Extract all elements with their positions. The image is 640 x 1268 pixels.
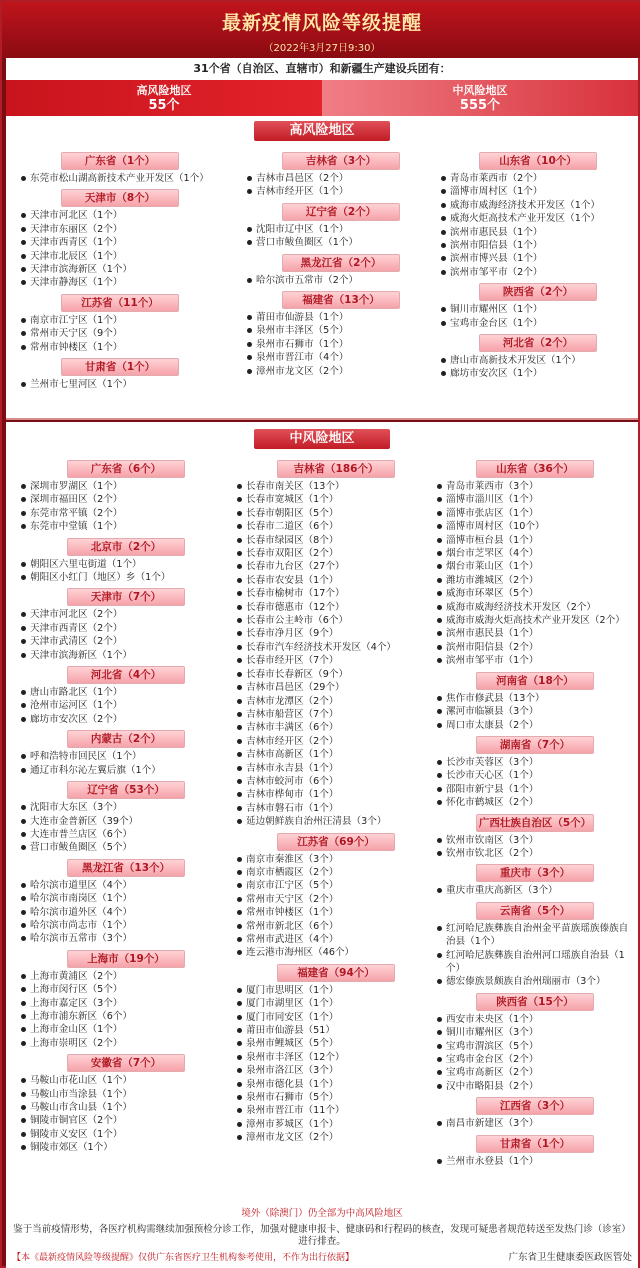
district-list [20, 686, 232, 726]
district-item: 沈阳市大东区（3个） [20, 801, 232, 814]
district-item: 沧州市运河区（1个） [20, 699, 232, 712]
district-item: 长春市双阳区（2个） [236, 547, 436, 560]
district-list [236, 480, 436, 829]
district-list [436, 884, 634, 897]
district-item: 哈尔滨市五常市（3个） [20, 932, 232, 945]
district-item: 铜陵市义安区（1个） [20, 1128, 232, 1141]
province-header: 江西省（3个） [476, 1097, 594, 1115]
intro-line: 31个省（自治区、直辖市）和新疆生产建设兵团有： [6, 58, 638, 80]
district-item: 大连市金普新区（39个） [20, 815, 232, 828]
district-item: 长春市南关区（13个） [236, 480, 436, 493]
district-item: 漳州市芗城区（1个） [236, 1118, 436, 1131]
district-item: 呼和浩特市回民区（1个） [20, 750, 232, 763]
province-header: 吉林省（186个） [277, 460, 395, 478]
district-list [246, 223, 436, 250]
district-item: 长春市朝阳区（5个） [236, 507, 436, 520]
district-list [20, 558, 232, 585]
district-item: 哈尔滨市五常市（2个） [246, 274, 436, 287]
district-item: 周口市太康县（2个） [436, 719, 634, 732]
district-item: 长春市德惠市（12个） [236, 601, 436, 614]
district-list [436, 480, 634, 668]
district-item: 汉中市略阳县（2个） [436, 1080, 634, 1093]
district-item: 潍坊市潍城区（2个） [436, 574, 634, 587]
district-item: 长春市经开区（7个） [236, 654, 436, 667]
high-risk-label: 高风险地区 [136, 84, 192, 97]
district-item: 吉林市丰满区（6个） [236, 721, 436, 734]
district-item: 长春市长春新区（9个） [236, 668, 436, 681]
district-list [246, 274, 436, 287]
district-item: 长春市二道区（6个） [236, 520, 436, 533]
district-item: 威海市环翠区（5个） [436, 587, 634, 600]
province-header: 河北省（4个） [67, 666, 185, 684]
district-item: 吉林市昌邑区（2个） [246, 172, 436, 185]
province-header: 福建省（94个） [277, 964, 395, 982]
district-item: 宝鸡市高新区（2个） [436, 1066, 634, 1079]
district-item: 上海市浦东新区（6个） [20, 1010, 232, 1023]
district-item: 南昌市新建区（3个） [436, 1117, 634, 1130]
district-item: 吉林市昌邑区（29个） [236, 681, 436, 694]
district-list [20, 879, 232, 946]
district-item: 淄博市张店区（1个） [436, 507, 634, 520]
district-item: 宝鸡市渭滨区（5个） [436, 1040, 634, 1053]
district-item: 唐山市高新技术开发区（1个） [440, 354, 636, 367]
district-list [236, 853, 436, 960]
district-list [440, 172, 636, 279]
province-header: 安徽省（7个） [67, 1054, 185, 1072]
district-item: 通辽市科尔沁左翼后旗（1个） [20, 764, 232, 777]
district-item: 天津市滨海新区（1个） [20, 649, 232, 662]
district-item: 铜陵市郊区（1个） [20, 1141, 232, 1154]
district-item: 南京市栖霞区（2个） [236, 866, 436, 879]
district-item: 淄博市桓台县（1个） [436, 534, 634, 547]
issuing-agency: 广东省卫生健康委医政医管处 [508, 1252, 632, 1263]
district-item: 营口市鲅鱼圈区（5个） [20, 841, 232, 854]
district-item: 泉州市晋江市（4个） [246, 351, 436, 364]
district-item: 南京市江宁区（1个） [20, 314, 220, 327]
district-item: 长春市宽城区（1个） [236, 493, 436, 506]
district-item: 长沙市芙蓉区（3个） [436, 756, 634, 769]
district-item: 泉州市晋江市（11个） [236, 1104, 436, 1117]
district-item: 怀化市鹤城区（2个） [436, 796, 634, 809]
province-header: 吉林省（3个） [282, 152, 400, 170]
district-item: 厦门市湖里区（1个） [236, 997, 436, 1010]
district-item: 马鞍山市当涂县（1个） [20, 1088, 232, 1101]
district-item: 长春市净月区（9个） [236, 627, 436, 640]
district-list [436, 1013, 634, 1093]
district-item: 德宏傣族景颇族自治州瑞丽市（3个） [436, 975, 634, 988]
district-item: 廊坊市安次区（2个） [20, 713, 232, 726]
district-item: 宝鸡市金台区（1个） [440, 317, 636, 330]
district-item: 吉林市磐石市（1个） [236, 802, 436, 815]
district-item: 吉林市龙潭区（2个） [236, 695, 436, 708]
district-list [20, 314, 220, 354]
district-item: 营口市鲅鱼圈区（1个） [246, 236, 436, 249]
district-item: 长春市九台区（27个） [236, 560, 436, 573]
district-item: 马鞍山市含山县（1个） [20, 1101, 232, 1114]
district-list [436, 692, 634, 732]
district-item: 吉林市蛟河市（6个） [236, 775, 436, 788]
province-header: 陕西省（15个） [476, 993, 594, 1011]
province-header: 广东省（1个） [61, 152, 179, 170]
province-header: 福建省（13个） [282, 291, 400, 309]
district-item: 泉州市洛江区（3个） [236, 1064, 436, 1077]
district-item: 吉林市船营区（7个） [236, 708, 436, 721]
district-list [436, 834, 634, 861]
district-item: 吉林市经开区（1个） [246, 185, 436, 198]
high-risk-column-3 [440, 148, 636, 381]
district-item: 西安市未央区（1个） [436, 1013, 634, 1026]
district-list [20, 1074, 232, 1154]
province-header: 河南省（18个） [476, 672, 594, 690]
district-item: 吉林市永吉县（1个） [236, 762, 436, 775]
district-list [20, 172, 220, 185]
overseas-note: 境外（除澳门）仍全部为中高风险地区 [6, 1207, 638, 1221]
district-item: 滨州市阳信县（1个） [440, 239, 636, 252]
district-item: 朝阳区小红门（地区）乡（1个） [20, 571, 232, 584]
district-item: 淄博市周村区（1个） [440, 185, 636, 198]
district-item: 兰州市七里河区（1个） [20, 378, 220, 391]
district-list [20, 608, 232, 662]
province-header: 山东省（36个） [476, 460, 594, 478]
district-list [20, 480, 232, 534]
high-risk-count: 55个 [148, 98, 180, 113]
district-item: 唐山市路北区（1个） [20, 686, 232, 699]
district-item: 泉州市丰泽区（12个） [236, 1051, 436, 1064]
district-item: 南京市江宁区（5个） [236, 879, 436, 892]
province-header: 湖南省（7个） [476, 736, 594, 754]
district-item: 泉州市鲤城区（5个） [236, 1037, 436, 1050]
district-item: 深圳市罗湖区（1个） [20, 480, 232, 493]
district-item: 南京市秦淮区（3个） [236, 853, 436, 866]
district-list [20, 970, 232, 1050]
district-list [20, 209, 220, 289]
district-item: 长沙市天心区（1个） [436, 769, 634, 782]
high-risk-banner: 高风险地区 [254, 121, 390, 141]
district-item: 常州市新北区（6个） [236, 920, 436, 933]
district-item: 朝阳区六里屯街道（1个） [20, 558, 232, 571]
district-item: 天津市河北区（2个） [20, 608, 232, 621]
district-item: 天津市河北区（1个） [20, 209, 220, 222]
district-item: 长春市榆树市（17个） [236, 587, 436, 600]
district-item: 漳州市龙文区（2个） [236, 1131, 436, 1144]
district-item: 铜川市耀州区（1个） [440, 303, 636, 316]
district-item: 吉林市高新区（1个） [236, 748, 436, 761]
mid-risk-count: 555个 [459, 98, 501, 113]
province-header: 辽宁省（2个） [282, 203, 400, 221]
province-header: 陕西省（2个） [479, 283, 597, 301]
district-item: 邵阳市新宁县（1个） [436, 783, 634, 796]
district-item: 威海市威海经济技术开发区（2个） [436, 601, 634, 614]
district-item: 上海市闵行区（5个） [20, 983, 232, 996]
province-header: 河北省（2个） [479, 334, 597, 352]
district-item: 廊坊市安次区（1个） [440, 367, 636, 380]
province-header: 广西壮族自治区（5个） [476, 814, 594, 832]
risk-summary [6, 80, 638, 116]
district-item: 常州市武进区（4个） [236, 933, 436, 946]
district-item: 漳州市龙文区（2个） [246, 365, 436, 378]
district-item: 铜陵市铜官区（2个） [20, 1114, 232, 1127]
mid-risk-column-2 [236, 456, 436, 1145]
footer-row [12, 1252, 632, 1264]
mid-risk-label: 中风险地区 [452, 84, 508, 97]
district-item: 东莞市松山湖高新技术产业开发区（1个） [20, 172, 220, 185]
province-header: 黑龙江省（2个） [282, 254, 400, 272]
district-item: 厦门市思明区（1个） [236, 984, 436, 997]
district-list [436, 922, 634, 989]
mid-risk-section [6, 422, 638, 1207]
province-header: 黑龙江省（13个） [67, 859, 185, 877]
district-item: 泉州市德化县（1个） [236, 1078, 436, 1091]
district-list [440, 303, 636, 330]
district-item: 宝鸡市金台区（2个） [436, 1053, 634, 1066]
district-item: 烟台市芝罘区（4个） [436, 547, 634, 560]
district-item: 上海市金山区（1个） [20, 1023, 232, 1036]
province-header: 内蒙古（2个） [67, 730, 185, 748]
district-item: 焦作市修武县（13个） [436, 692, 634, 705]
district-item: 滨州市邹平市（2个） [440, 266, 636, 279]
province-header: 辽宁省（53个） [67, 781, 185, 799]
district-item: 兰州市永登县（1个） [436, 1155, 634, 1168]
district-item: 马鞍山市花山区（1个） [20, 1074, 232, 1087]
district-item: 滨州市邹平市（1个） [436, 654, 634, 667]
district-item: 威海火炬高技术产业开发区（1个） [440, 212, 636, 225]
district-item: 沈阳市辽中区（1个） [246, 223, 436, 236]
district-item: 莆田市仙游县（1个） [246, 311, 436, 324]
district-list [236, 984, 436, 1145]
province-header: 山东省（10个） [479, 152, 597, 170]
district-item: 滨州市惠民县（1个） [440, 226, 636, 239]
province-header: 江苏省（69个） [277, 833, 395, 851]
district-item: 大连市普兰店区（6个） [20, 828, 232, 841]
district-list [436, 1155, 634, 1168]
province-header: 甘肃省（1个） [476, 1135, 594, 1153]
district-item: 常州市钟楼区（1个） [20, 341, 220, 354]
district-item: 铜川市耀州区（3个） [436, 1026, 634, 1039]
district-item: 青岛市莱西市（2个） [440, 172, 636, 185]
district-item: 天津市东丽区（2个） [20, 223, 220, 236]
province-header: 北京市（2个） [67, 538, 185, 556]
district-item: 哈尔滨市道外区（4个） [20, 906, 232, 919]
district-item: 泉州市丰泽区（5个） [246, 324, 436, 337]
high-risk-section [6, 116, 638, 420]
district-item: 长春市公主岭市（6个） [236, 614, 436, 627]
district-item: 东莞市中堂镇（1个） [20, 520, 232, 533]
district-item: 威海市威海火炬高技术产业开发区（2个） [436, 614, 634, 627]
district-list [20, 801, 232, 855]
district-item: 泉州市石狮市（1个） [246, 338, 436, 351]
mid-risk-summary [322, 80, 638, 116]
district-item: 上海市黄浦区（2个） [20, 970, 232, 983]
header [2, 2, 640, 58]
district-list [436, 756, 634, 810]
disclaimer: 【本《最新疫情风险等级提醒》仅供广东省医疗卫生机构参考使用，不作为出行依据】 [12, 1253, 355, 1263]
district-list [440, 354, 636, 381]
district-item: 天津市西青区（1个） [20, 236, 220, 249]
district-item: 连云港市海州区（46个） [236, 946, 436, 959]
province-header: 广东省（6个） [67, 460, 185, 478]
district-item: 青岛市莱西市（3个） [436, 480, 634, 493]
district-item: 莆田市仙游县（51） [236, 1024, 436, 1037]
page-title: 最新疫情风险等级提醒 [221, 12, 422, 34]
high-risk-summary [6, 80, 322, 116]
province-header: 上海市（19个） [67, 950, 185, 968]
district-list [246, 311, 436, 378]
district-item: 天津市滨海新区（1个） [20, 263, 220, 276]
province-header: 云南省（5个） [476, 902, 594, 920]
update-date: （2022年3月27日9:30） [263, 43, 381, 54]
district-item: 长春市农安县（1个） [236, 574, 436, 587]
district-item: 哈尔滨市尚志市（1个） [20, 919, 232, 932]
province-header: 甘肃省（1个） [61, 358, 179, 376]
district-item: 滨州市惠民县（1个） [436, 627, 634, 640]
district-item: 吉林市桦甸市（1个） [236, 788, 436, 801]
district-item: 长春市汽车经济技术开发区（4个） [236, 641, 436, 654]
mid-risk-column-3 [436, 456, 634, 1168]
district-item: 常州市钟楼区（1个） [236, 906, 436, 919]
province-header: 天津市（7个） [67, 588, 185, 606]
district-item: 泉州市石狮市（5个） [236, 1091, 436, 1104]
district-item: 深圳市福田区（2个） [20, 493, 232, 506]
mid-risk-banner: 中风险地区 [254, 429, 390, 449]
district-item: 哈尔滨市道里区（4个） [20, 879, 232, 892]
district-item: 漯河市临颍县（3个） [436, 705, 634, 718]
district-item: 天津市武清区（2个） [20, 635, 232, 648]
district-item: 淄博市淄川区（1个） [436, 493, 634, 506]
district-item: 重庆市重庆高新区（3个） [436, 884, 634, 897]
district-item: 钦州市钦北区（2个） [436, 847, 634, 860]
district-item: 天津市静海区（1个） [20, 276, 220, 289]
district-item: 威海市威海经济技术开发区（1个） [440, 199, 636, 212]
district-item: 东莞市常平镇（2个） [20, 507, 232, 520]
district-item: 天津市北辰区（1个） [20, 250, 220, 263]
district-item: 滨州市阳信县（2个） [436, 641, 634, 654]
district-item: 烟台市莱山区（1个） [436, 560, 634, 573]
high-risk-column-1 [20, 148, 220, 391]
district-item: 天津市西青区（2个） [20, 622, 232, 635]
district-item: 延边朝鲜族自治州汪清县（3个） [236, 815, 436, 828]
district-item: 哈尔滨市南岗区（1个） [20, 892, 232, 905]
district-list [20, 378, 220, 391]
district-item: 常州市天宁区（2个） [236, 893, 436, 906]
province-header: 天津市（8个） [61, 189, 179, 207]
notice-text: 鉴于当前疫情形势，各医疗机构需继续加强预检分诊工作，加强对健康申报卡、健康码和行程码的核查，发现可疑患者规范转送至发热门诊（诊室）进行排查。 [13, 1224, 631, 1247]
district-list [246, 172, 436, 199]
province-header: 重庆市（3个） [476, 864, 594, 882]
notice-box [6, 1221, 638, 1268]
district-item: 吉林市经开区（2个） [236, 735, 436, 748]
district-list [20, 750, 232, 777]
mid-risk-column-1 [20, 456, 232, 1155]
district-item: 淄博市周村区（10个） [436, 520, 634, 533]
district-item: 红河哈尼族彝族自治州河口瑶族自治县（1个） [436, 949, 634, 976]
district-list [436, 1117, 634, 1130]
district-item: 上海市嘉定区（3个） [20, 997, 232, 1010]
district-item: 上海市崇明区（2个） [20, 1037, 232, 1050]
district-item: 常州市天宁区（9个） [20, 327, 220, 340]
district-item: 红河哈尼族彝族自治州金平苗族瑶族傣族自治县（1个） [436, 922, 634, 949]
district-item: 长春市绿园区（8个） [236, 534, 436, 547]
district-item: 厦门市同安区（1个） [236, 1011, 436, 1024]
district-item: 钦州市钦南区（3个） [436, 834, 634, 847]
province-header: 江苏省（11个） [61, 294, 179, 312]
high-risk-column-2 [246, 148, 436, 378]
district-item: 滨州市博兴县（1个） [440, 252, 636, 265]
